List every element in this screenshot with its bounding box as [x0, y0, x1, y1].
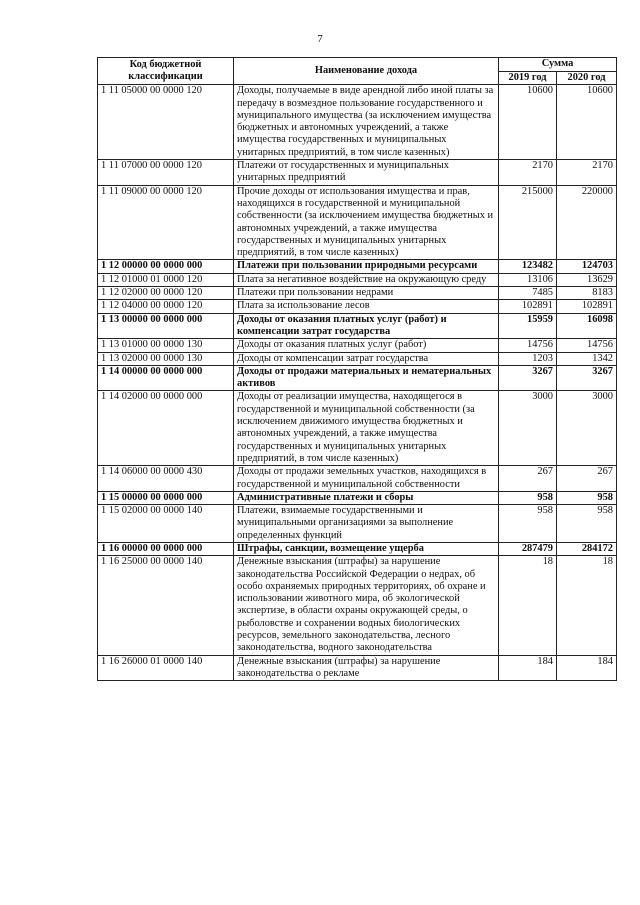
row-value-2019: 14756 [499, 339, 557, 352]
row-value-2019: 18 [499, 556, 557, 655]
row-name: Доходы от реализации имущества, находящегося в государственной и муниципальной собственности (за исключением движимого имущества бюджетных и автономных учреждений, а также имущества государственных и муниципальных унитарных предприятий, в том числе казенных) [234, 391, 499, 466]
table-row [98, 556, 617, 655]
row-name: Плата за использование лесов [234, 300, 499, 313]
row-name: Доходы от компенсации затрат государства [234, 352, 499, 365]
row-code: 1 12 04000 00 0000 120 [98, 300, 234, 313]
row-value-2019: 215000 [499, 185, 557, 260]
table-body [98, 85, 617, 681]
row-value-2019: 15959 [499, 313, 557, 339]
row-name: Доходы от оказания платных услуг (работ) и компенсации затрат государства [234, 313, 499, 339]
row-name: Платежи, взимаемые государственными и муниципальными организациями за выполнение определенных функций [234, 505, 499, 543]
row-value-2019: 10600 [499, 85, 557, 160]
row-name: Денежные взыскания (штрафы) за нарушение законодательства о рекламе [234, 655, 499, 681]
row-value-2019: 102891 [499, 300, 557, 313]
row-value-2019: 958 [499, 505, 557, 543]
row-code: 1 13 02000 00 0000 130 [98, 352, 234, 365]
table-row [98, 185, 617, 260]
header-code: Код бюджетной классификации [98, 58, 234, 85]
row-code: 1 11 05000 00 0000 120 [98, 85, 234, 160]
row-value-2020: 1342 [557, 352, 617, 365]
row-name: Доходы, получаемые в виде арендной либо иной платы за передачу в возмездное пользование государственного и муниципального имущества (за исключением имущества бюджетных и автономных учреждений, а также имущества государственных и муниципальных унитарных предприятий, в том числе казенных) [234, 85, 499, 160]
header-name: Наименование дохода [234, 58, 499, 85]
table-row [98, 655, 617, 681]
row-name: Административные платежи и сборы [234, 491, 499, 504]
row-code: 1 11 07000 00 0000 120 [98, 160, 234, 186]
row-value-2020: 18 [557, 556, 617, 655]
header-sum: Сумма [499, 58, 617, 72]
row-value-2020: 3000 [557, 391, 617, 466]
table-row [98, 273, 617, 286]
row-code: 1 14 06000 00 0000 430 [98, 466, 234, 492]
row-name: Доходы от продажи материальных и нематериальных активов [234, 365, 499, 391]
table-row [98, 339, 617, 352]
row-value-2020: 958 [557, 505, 617, 543]
row-value-2019: 958 [499, 491, 557, 504]
row-value-2020: 184 [557, 655, 617, 681]
row-value-2019: 123482 [499, 260, 557, 273]
row-value-2019: 3000 [499, 391, 557, 466]
row-value-2020: 220000 [557, 185, 617, 260]
header-year-2019: 2019 год [499, 72, 557, 85]
row-value-2019: 184 [499, 655, 557, 681]
row-code: 1 13 00000 00 0000 000 [98, 313, 234, 339]
table-row [98, 260, 617, 273]
row-value-2019: 7485 [499, 287, 557, 300]
row-code: 1 11 09000 00 0000 120 [98, 185, 234, 260]
row-code: 1 15 02000 00 0000 140 [98, 505, 234, 543]
row-value-2020: 14756 [557, 339, 617, 352]
row-code: 1 16 00000 00 0000 000 [98, 542, 234, 555]
row-name: Плата за негативное воздействие на окружающую среду [234, 273, 499, 286]
page-number: 7 [317, 33, 323, 45]
table-row [98, 491, 617, 504]
row-value-2020: 124703 [557, 260, 617, 273]
table-row [98, 466, 617, 492]
row-code: 1 13 01000 00 0000 130 [98, 339, 234, 352]
row-value-2019: 1203 [499, 352, 557, 365]
table-row [98, 287, 617, 300]
row-name: Доходы от продажи земельных участков, находящихся в государственной и муниципальной собственности [234, 466, 499, 492]
table-row [98, 300, 617, 313]
table-row [98, 542, 617, 555]
revenue-table [97, 57, 617, 681]
row-name: Доходы от оказания платных услуг (работ) [234, 339, 499, 352]
row-value-2019: 267 [499, 466, 557, 492]
table-row [98, 352, 617, 365]
row-code: 1 14 00000 00 0000 000 [98, 365, 234, 391]
row-value-2020: 102891 [557, 300, 617, 313]
header-year-2020: 2020 год [557, 72, 617, 85]
table-row [98, 391, 617, 466]
row-name: Штрафы, санкции, возмещение ущерба [234, 542, 499, 555]
row-code: 1 12 02000 00 0000 120 [98, 287, 234, 300]
row-value-2019: 3267 [499, 365, 557, 391]
row-value-2020: 16098 [557, 313, 617, 339]
row-value-2019: 2170 [499, 160, 557, 186]
row-name: Платежи при пользовании недрами [234, 287, 499, 300]
row-code: 1 14 02000 00 0000 000 [98, 391, 234, 466]
row-code: 1 16 25000 00 0000 140 [98, 556, 234, 655]
row-code: 1 15 00000 00 0000 000 [98, 491, 234, 504]
row-name: Денежные взыскания (штрафы) за нарушение законодательства Российской Федерации о недрах, об особо охраняемых природных территориях, об охране и использовании животного мира, об экологической экспертизе, в области охраны окружающей среды, о рыболовстве и сохранении водных биологических ресурсов, земельного законодательства, лесного законодательства, водного законодательства [234, 556, 499, 655]
row-name: Прочие доходы от использования имущества и прав, находящихся в государственной и муниципальной собственности (за исключением имущества бюджетных и автономных учреждений, а также имущества государственных и муниципальных унитарных предприятий, в том числе казенных) [234, 185, 499, 260]
row-value-2020: 3267 [557, 365, 617, 391]
row-code: 1 12 01000 01 0000 120 [98, 273, 234, 286]
row-value-2020: 2170 [557, 160, 617, 186]
row-name: Платежи от государственных и муниципальных унитарных предприятий [234, 160, 499, 186]
row-value-2020: 267 [557, 466, 617, 492]
table-row [98, 365, 617, 391]
table-row [98, 505, 617, 543]
row-code: 1 12 00000 00 0000 000 [98, 260, 234, 273]
row-name: Платежи при пользовании природными ресурсами [234, 260, 499, 273]
row-value-2020: 8183 [557, 287, 617, 300]
table-row [98, 313, 617, 339]
row-value-2020: 13629 [557, 273, 617, 286]
row-value-2019: 13106 [499, 273, 557, 286]
table-row [98, 85, 617, 160]
row-value-2020: 958 [557, 491, 617, 504]
row-value-2020: 284172 [557, 542, 617, 555]
row-code: 1 16 26000 01 0000 140 [98, 655, 234, 681]
table-row [98, 160, 617, 186]
row-value-2019: 287479 [499, 542, 557, 555]
row-value-2020: 10600 [557, 85, 617, 160]
